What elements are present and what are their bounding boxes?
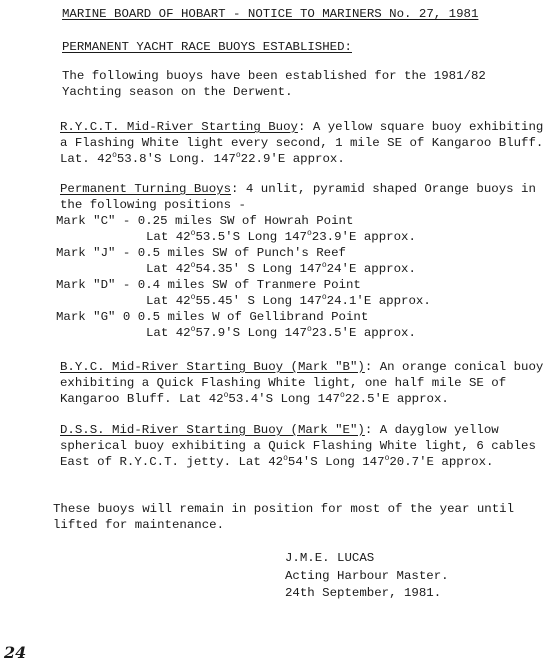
ryct-buoy-section: [60, 119, 546, 167]
lat-value: 53.5'S Long 147: [195, 230, 307, 244]
long-value: 24.1'E approx.: [326, 294, 431, 308]
degree-sign: o: [235, 151, 241, 160]
ryct-buoy-heading: R.Y.C.T. Mid-River Starting Buoy: [60, 120, 298, 134]
ryct-buoy-text-cont: 53.8'S Long. 147: [116, 152, 236, 166]
ryct-buoy-text-end: 22.9'E approx.: [240, 152, 345, 166]
mark-c-description: Mark "C" - 0.25 miles SW of Howrah Point: [56, 214, 354, 228]
dss-buoy-section: [60, 422, 546, 470]
mark-d-position: [146, 293, 431, 309]
turning-buoys-heading: Permanent Turning Buoys: [60, 182, 232, 196]
lat-label: Lat 42: [146, 294, 191, 308]
dss-buoy-text-cont: 54'S Long 147: [287, 455, 385, 469]
lat-value: 55.45' S Long 147: [195, 294, 322, 308]
turning-buoys-text: : 4 unlit, pyramid shaped Orange buoys in the following positions -: [60, 182, 536, 212]
degree-sign: o: [223, 391, 229, 400]
mark-g-description: Mark "G" 0 0.5 miles W of Gellibrand Point: [56, 310, 369, 324]
degree-sign: o: [112, 151, 117, 160]
signature-date: 24th September, 1981.: [285, 586, 442, 600]
degree-sign: o: [190, 293, 196, 302]
degree-sign: o: [283, 454, 288, 463]
byc-buoy-text-end: 22.5'E approx.: [344, 392, 449, 406]
degree-sign: o: [306, 325, 312, 334]
ryct-buoy-text: : A yellow square buoy exhibiting a Flashing White light every second, 1 mile SE of Kangaroo Bluff. Lat. 42: [60, 120, 544, 166]
degree-sign: o: [306, 229, 312, 238]
dss-buoy-text: : A dayglow yellow spherical buoy exhibiting a Quick Flashing White light, 6 cables East of R.Y.C.T. jetty. Lat 42: [60, 423, 536, 469]
notice-subtitle: PERMANENT YACHT RACE BUOYS ESTABLISHED:: [62, 40, 352, 54]
byc-buoy-text: : An orange conical buoy exhibiting a Quick Flashing White light, one half mile SE of Kangaroo Bluff. Lat 42: [60, 360, 544, 406]
byc-buoy-section: [60, 359, 546, 407]
closing-paragraph: These buoys will remain in position for most of the year until lifted for maintenance.: [53, 502, 515, 532]
lat-value: 54.35' S Long 147: [195, 262, 322, 276]
long-value: 24'E approx.: [326, 262, 416, 276]
degree-sign: o: [321, 293, 327, 302]
mark-c-position: [146, 229, 416, 245]
intro-paragraph: The following buoys have been established for the 1981/82 Yachting season on the Derwent.: [62, 69, 486, 99]
byc-buoy-heading: B.Y.C. Mid-River Starting Buoy (Mark "B"): [60, 360, 365, 374]
byc-buoy-text-cont: 53.4'S Long 147: [228, 392, 340, 406]
degree-sign: o: [190, 229, 196, 238]
lat-label: Lat 42: [146, 230, 191, 244]
degree-sign: o: [190, 325, 196, 334]
mark-j-position: [146, 261, 416, 277]
degree-sign: o: [384, 454, 390, 463]
lat-value: 57.9'S Long 147: [195, 326, 307, 340]
lat-label: Lat 42: [146, 262, 191, 276]
dss-buoy-text-end: 20.7'E approx.: [389, 455, 494, 469]
lat-label: Lat 42: [146, 326, 191, 340]
mark-j-description: Mark "J" - 0.5 miles SW of Punch's Reef: [56, 246, 346, 260]
signature-role: Acting Harbour Master.: [285, 569, 449, 583]
mark-g-position: [146, 325, 416, 341]
long-value: 23.9'E approx.: [311, 230, 416, 244]
degree-sign: o: [190, 261, 196, 270]
turning-buoys-section: [60, 181, 546, 213]
signature-name: J.M.E. LUCAS: [285, 551, 375, 565]
degree-sign: o: [321, 261, 327, 270]
page-number: 24: [4, 643, 27, 662]
notice-title: MARINE BOARD OF HOBART - NOTICE TO MARINERS No. 27, 1981: [62, 7, 479, 21]
dss-buoy-heading: D.S.S. Mid-River Starting Buoy (Mark "E"): [60, 423, 365, 437]
long-value: 23.5'E approx.: [311, 326, 416, 340]
mark-d-description: Mark "D" - 0.4 miles SW of Tranmere Point: [56, 278, 361, 292]
degree-sign: o: [339, 391, 345, 400]
